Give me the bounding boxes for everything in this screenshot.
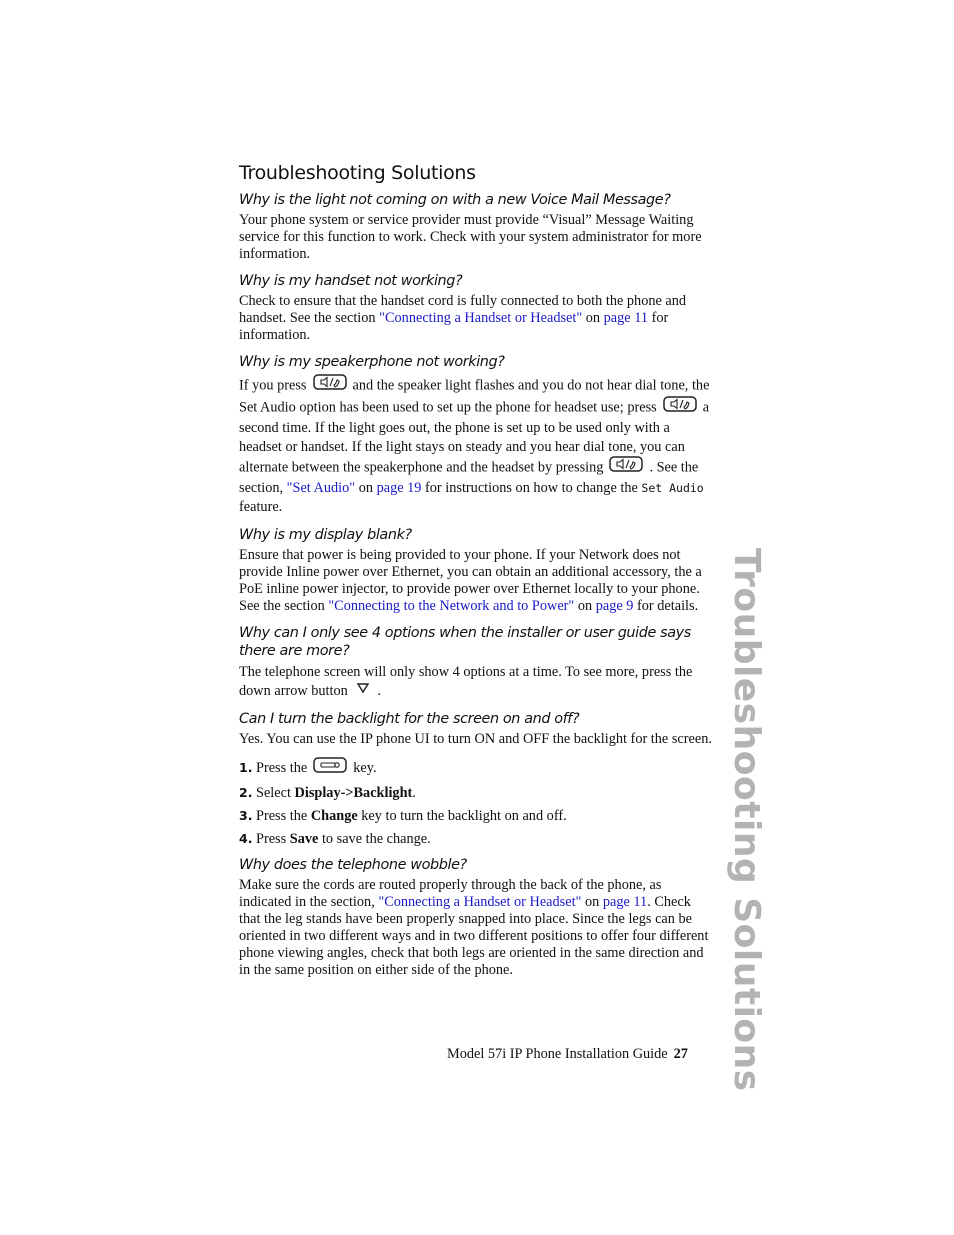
down-arrow-icon (356, 681, 370, 700)
answer-text: on (581, 894, 603, 911)
answer-text: for information. (239, 310, 669, 343)
link-connecting-handset[interactable]: "Connecting a Handset or Headset" (378, 894, 582, 911)
question-speakerphone: Why is my speakerphone not working? (239, 354, 505, 370)
answer-text: on (574, 598, 596, 614)
menu-path: Display->Backlight (294, 785, 413, 802)
question-display-blank: Why is my display blank? (239, 527, 412, 543)
answer-speakerphone (239, 375, 715, 517)
page-footer (447, 1046, 717, 1063)
answer-text: and the speaker light flashes and you do not hear dial tone, the Set Audio option has been used to set up the phone for headset use; press (239, 377, 710, 416)
answer-wobble (239, 877, 715, 979)
link-page-19[interactable]: page 19 (376, 480, 422, 496)
answer-text: If you press (239, 377, 307, 394)
answer-display-blank (239, 547, 715, 615)
answer-backlight: Yes. You can use the IP phone UI to turn ON and OFF the backlight for the screen. (239, 731, 712, 748)
side-tab-label: Troubleshooting Solutions (726, 548, 767, 1092)
answer-text: . (373, 683, 381, 699)
question-wobble: Why does the telephone wobble? (239, 857, 467, 874)
speaker-handsfree-icon (609, 456, 643, 478)
answer-text: The telephone screen will only show 4 options at a time. To see more, press the down arrow button (239, 664, 693, 699)
step-1: 1. Press the key. (239, 758, 715, 779)
step-3: 3. Press the Change key to turn the backlight on and off. (239, 808, 567, 825)
answer-handset (239, 293, 715, 344)
change-key-label: Change (310, 808, 358, 825)
section-title: Troubleshooting Solutions (239, 162, 476, 184)
step-2: 2. Select Display->Backlight. (239, 785, 416, 802)
answer-text: for details. (633, 598, 699, 614)
link-connecting-handset[interactable]: "Connecting a Handset or Headset" (379, 310, 583, 326)
link-page-9[interactable]: page 9 (595, 598, 634, 614)
question-voice-mail-light: Why is the light not coming on with a new Voice Mail Message? (239, 192, 671, 208)
answer-text: Check to ensure that the handset cord is fully connected to both the phone and handset. See the section (239, 293, 687, 326)
side-tab (726, 548, 767, 1092)
answer-text: Make sure the cords are routed properly through the back of the phone, as indicated in the section, (239, 877, 662, 911)
link-page-11[interactable]: page 11 (603, 310, 648, 326)
answer-text: Ensure that power is being provided to your phone. If your Network does not provide Inline power over Ethernet, you can obtain an additional accessory, the a PoE inline power injector, to provide power over Ethernet locally to your phone. See the section (239, 547, 702, 614)
options-key-icon (313, 757, 347, 778)
link-connecting-network[interactable]: "Connecting to the Network and to Power" (328, 598, 575, 614)
guide-title: Model 57i IP Phone Installation Guide (447, 1046, 668, 1062)
answer-text: feature. (239, 499, 283, 515)
answer-text: . See the section, (239, 459, 699, 496)
question-four-options: Why can I only see 4 options when the installer or user guide says there are more? (239, 625, 691, 659)
question-backlight: Can I turn the backlight for the screen on and off? (239, 711, 580, 728)
answer-four-options (239, 663, 715, 701)
speaker-handsfree-icon (663, 396, 697, 418)
save-key-label: Save (289, 831, 319, 848)
question-handset: Why is my handset not working? (239, 273, 463, 289)
step-4: 4. Press Save to save the change. (239, 831, 431, 848)
answer-text: . Check that the leg stands have been properly snapped into place. Since the legs can be oriented in two different ways and in two different positions to offer four different phone viewing angles, check that both legs are oriented in the same direction and in the same position on either side of the phone. (239, 894, 709, 979)
speaker-handsfree-icon (313, 374, 347, 396)
answer-text: a second time. If the light goes out, the phone is set up to be used only with a headset or handset. If the light stays on steady and you hear dial tone, you can alternate between the speakerphone and the headset by pressing (239, 399, 710, 476)
content-column (239, 162, 715, 988)
page-number: 27 (673, 1046, 688, 1062)
answer-voice-mail-light: Your phone system or service provider must provide “Visual” Message Waiting service for this function to work. Check with your system administrator for more information. (239, 212, 702, 262)
answer-text: on (355, 480, 377, 496)
set-audio-option: Set Audio (641, 481, 704, 495)
answer-text: for instructions on how to change the (421, 480, 642, 496)
link-page-11[interactable]: page 11 (602, 894, 648, 911)
link-set-audio[interactable]: "Set Audio" (286, 480, 356, 496)
backlight-steps (239, 758, 715, 848)
answer-text: on (582, 310, 604, 326)
